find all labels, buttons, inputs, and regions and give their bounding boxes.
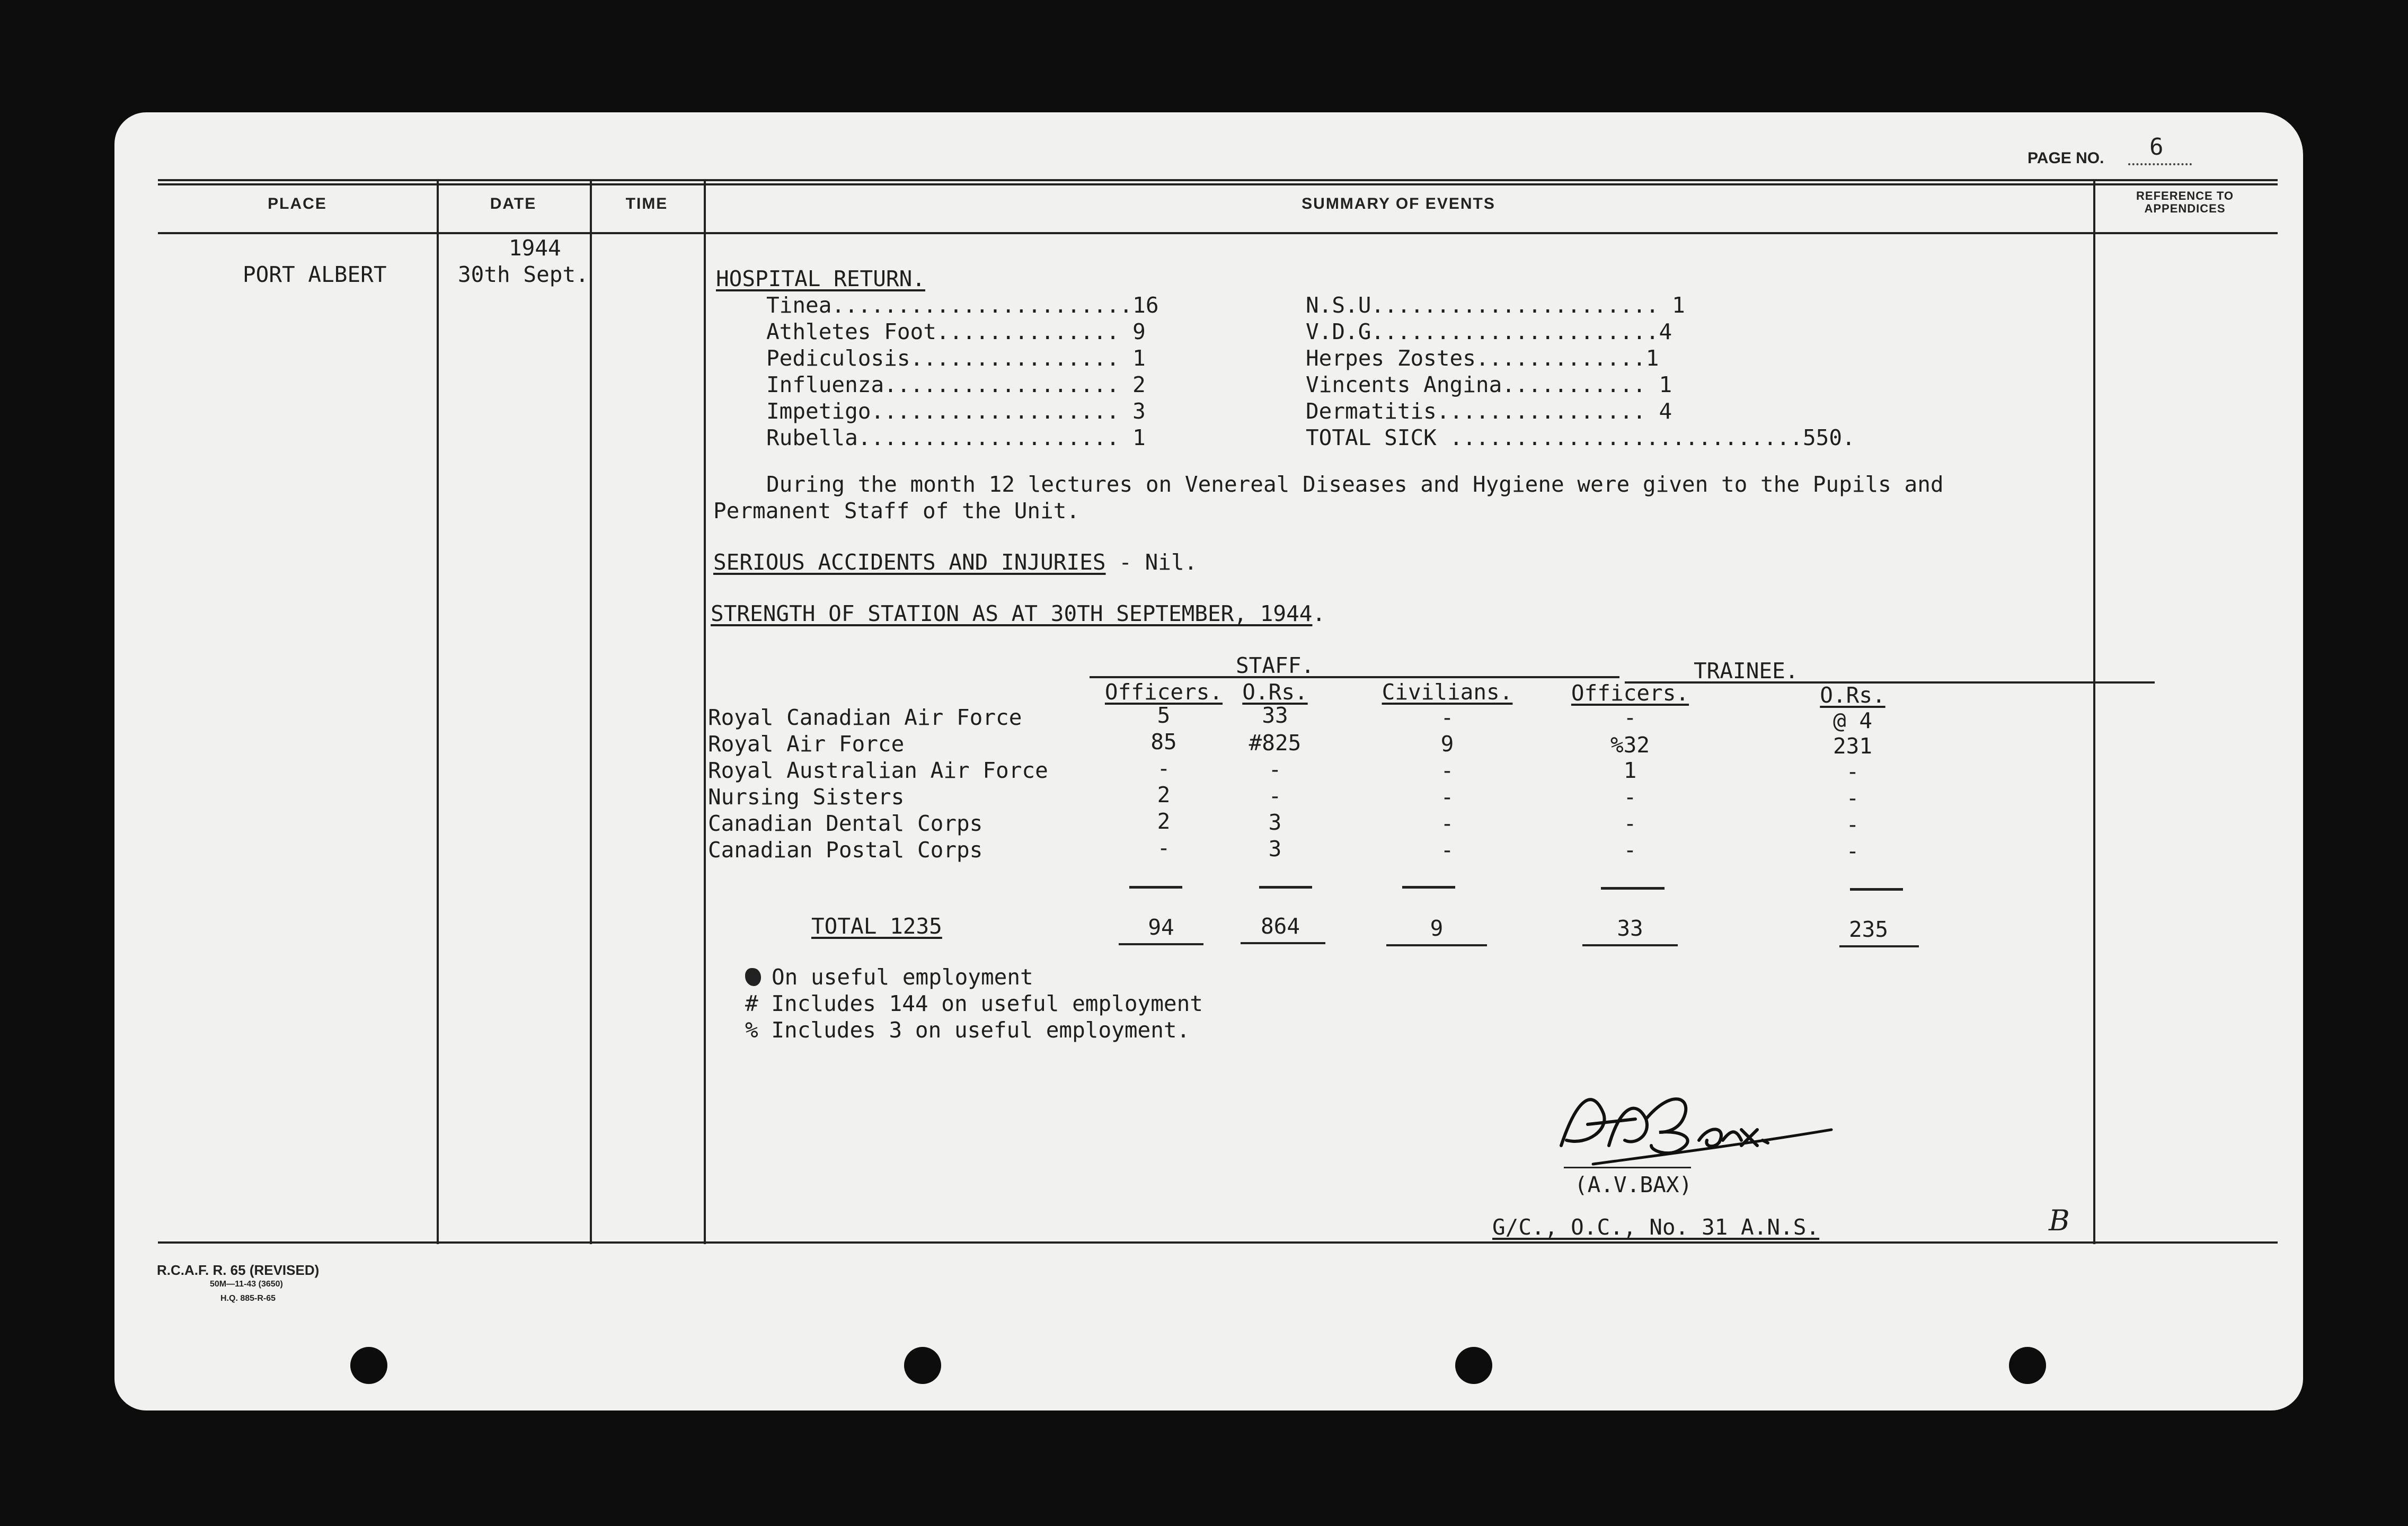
total-cell: 864 bbox=[1260, 913, 1300, 939]
hospital-item: Dermatitis................ 4 bbox=[1306, 398, 1672, 424]
sum-bar bbox=[1402, 886, 1455, 889]
hospital-item: V.D.G......................4 bbox=[1306, 319, 1672, 344]
hospital-item: Influenza.................. 2 bbox=[766, 372, 1146, 397]
binder-hole bbox=[2009, 1347, 2046, 1384]
cell: 85 bbox=[1150, 729, 1177, 755]
row-label: Canadian Postal Corps bbox=[708, 837, 983, 863]
page-number-line bbox=[2128, 163, 2192, 165]
table-top-rule-2 bbox=[158, 183, 2278, 185]
cell: 5 bbox=[1157, 703, 1171, 728]
sum-bar bbox=[1129, 886, 1182, 889]
hospital-item: Impetigo................... 3 bbox=[766, 398, 1146, 424]
hospital-item: Vincents Angina........... 1 bbox=[1306, 372, 1672, 397]
accidents-line bbox=[713, 549, 1197, 575]
hospital-item: Athletes Foot.............. 9 bbox=[766, 319, 1146, 344]
diary-sheet bbox=[114, 112, 2303, 1410]
cell: - bbox=[1440, 784, 1454, 810]
cell: 2 bbox=[1157, 782, 1171, 808]
entry-year: 1944 bbox=[509, 235, 561, 261]
table-bottom-rule bbox=[158, 1241, 2278, 1244]
entry-date: 30th Sept. bbox=[458, 262, 589, 287]
staff-label: STAFF. bbox=[1236, 653, 1315, 678]
total-underline bbox=[1582, 944, 1678, 946]
total-label: TOTAL 1235 bbox=[811, 913, 942, 939]
cell: 3 bbox=[1268, 836, 1282, 862]
useful-employment-mark bbox=[745, 968, 761, 986]
strength-heading bbox=[711, 601, 1325, 626]
column-header-summary: SUMMARY OF EVENTS bbox=[1302, 195, 1495, 212]
cell: - bbox=[1440, 705, 1454, 730]
strength-title-end: . bbox=[1312, 601, 1326, 626]
binder-hole bbox=[1455, 1347, 1492, 1384]
cell: - bbox=[1623, 705, 1637, 730]
col-trainee-ors: O.Rs. bbox=[1820, 682, 1885, 708]
cell: - bbox=[1440, 837, 1454, 863]
column-header-time: TIME bbox=[625, 195, 668, 212]
col-staff-officers: Officers. bbox=[1104, 679, 1223, 705]
cell: 9 bbox=[1440, 731, 1454, 757]
handwritten-signature bbox=[1545, 1066, 1842, 1172]
cell: 231 bbox=[1832, 733, 1873, 759]
col-trainee-officers: Officers. bbox=[1571, 680, 1689, 706]
hospital-item: Herpes Zostes.............1 bbox=[1306, 345, 1659, 371]
cell: - bbox=[1846, 759, 1860, 784]
form-number: R.C.A.F. R. 65 (REVISED) bbox=[157, 1262, 320, 1278]
total-underline bbox=[1241, 942, 1325, 944]
page-number-label: PAGE NO. bbox=[2028, 149, 2104, 167]
cell: - bbox=[1623, 811, 1637, 836]
form-hq-ref: H.Q. 885-R-65 bbox=[220, 1294, 276, 1303]
cell: @ 4 bbox=[1832, 708, 1873, 733]
signature-rule bbox=[1564, 1167, 1691, 1168]
cell: - bbox=[1440, 758, 1454, 783]
staff-rule bbox=[1090, 676, 1619, 678]
cell: - bbox=[1268, 783, 1282, 809]
cell: - bbox=[1440, 811, 1454, 836]
row-label: Royal Australian Air Force bbox=[708, 758, 1048, 783]
time-divider bbox=[704, 179, 706, 1244]
column-header-reference: REFERENCE TO APPENDICES bbox=[2136, 189, 2234, 215]
cell: 1 bbox=[1623, 758, 1637, 783]
cell: 2 bbox=[1157, 809, 1171, 834]
date-divider bbox=[590, 179, 592, 1244]
total-cell: 235 bbox=[1848, 917, 1889, 942]
form-print-run: 50M—11-43 (3650) bbox=[210, 1280, 283, 1289]
sum-bar bbox=[1259, 886, 1312, 889]
cell: 33 bbox=[1262, 703, 1288, 728]
total-underline bbox=[1839, 945, 1919, 947]
note-useful-employment: On useful employment bbox=[772, 964, 1033, 990]
lectures-line-2: Permanent Staff of the Unit. bbox=[713, 498, 1080, 524]
total-underline bbox=[1119, 943, 1203, 945]
cell: - bbox=[1268, 757, 1282, 782]
cell: #825 bbox=[1249, 730, 1302, 756]
cell: - bbox=[1846, 812, 1860, 837]
lectures-line-1: During the month 12 lectures on Venereal Diseases and Hygiene were given to the Pupils and bbox=[766, 472, 1944, 497]
cell: %32 bbox=[1610, 732, 1650, 758]
cell: - bbox=[1623, 837, 1637, 863]
hospital-item: Pediculosis................ 1 bbox=[766, 345, 1146, 371]
binder-hole bbox=[904, 1347, 941, 1384]
summary-divider bbox=[2093, 179, 2095, 1244]
hospital-return-title: HOSPITAL RETURN. bbox=[716, 266, 925, 291]
row-label: Royal Air Force bbox=[708, 731, 905, 757]
row-label: Nursing Sisters bbox=[708, 784, 905, 810]
note-includes-3: % Includes 3 on useful employment. bbox=[745, 1017, 1190, 1043]
cell: - bbox=[1623, 784, 1637, 810]
signatory-name: (A.V.BAX) bbox=[1574, 1172, 1693, 1197]
column-header-place: PLACE bbox=[268, 195, 327, 212]
total-cell: 9 bbox=[1430, 916, 1444, 941]
entry-place: PORT ALBERT bbox=[243, 262, 387, 287]
col-staff-civilians: Civilians. bbox=[1382, 679, 1513, 705]
note-includes-144: # Includes 144 on useful employment bbox=[745, 991, 1203, 1016]
hospital-item: Rubella.................... 1 bbox=[766, 425, 1146, 450]
row-label: Canadian Dental Corps bbox=[708, 811, 983, 836]
signatory-title: G/C., O.C., No. 31 A.N.S. bbox=[1492, 1214, 1820, 1240]
total-underline bbox=[1386, 944, 1487, 946]
strength-title: STRENGTH OF STATION AS AT 30TH SEPTEMBER, 1944 bbox=[711, 601, 1313, 626]
sum-bar bbox=[1601, 887, 1665, 890]
column-header-date: DATE bbox=[490, 195, 537, 212]
cell: - bbox=[1157, 835, 1171, 860]
col-staff-ors: O.Rs. bbox=[1242, 679, 1308, 705]
sum-bar bbox=[1850, 888, 1903, 891]
row-label: Royal Canadian Air Force bbox=[708, 705, 1022, 730]
header-rule bbox=[158, 232, 2278, 234]
cell: - bbox=[1846, 785, 1860, 811]
diary-table bbox=[158, 179, 2278, 1244]
trainee-label: TRAINEE. bbox=[1694, 658, 1799, 684]
hospital-item: N.S.U...................... 1 bbox=[1306, 292, 1685, 318]
place-divider bbox=[437, 179, 439, 1244]
binder-hole bbox=[350, 1347, 387, 1384]
hospital-item: Tinea.......................16 bbox=[766, 292, 1159, 318]
table-top-rule bbox=[158, 179, 2278, 181]
page-number: 6 bbox=[2149, 134, 2164, 161]
hospital-total-sick: TOTAL SICK ...........................550. bbox=[1306, 425, 1855, 450]
cell: - bbox=[1846, 838, 1860, 864]
accidents-title: SERIOUS ACCIDENTS AND INJURIES bbox=[713, 549, 1106, 575]
handwritten-initial: B bbox=[2049, 1204, 2070, 1237]
total-cell: 33 bbox=[1617, 916, 1643, 941]
cell: - bbox=[1157, 756, 1171, 781]
total-cell: 94 bbox=[1148, 915, 1174, 940]
cell: 3 bbox=[1268, 810, 1282, 835]
accidents-value: - Nil. bbox=[1105, 549, 1198, 575]
